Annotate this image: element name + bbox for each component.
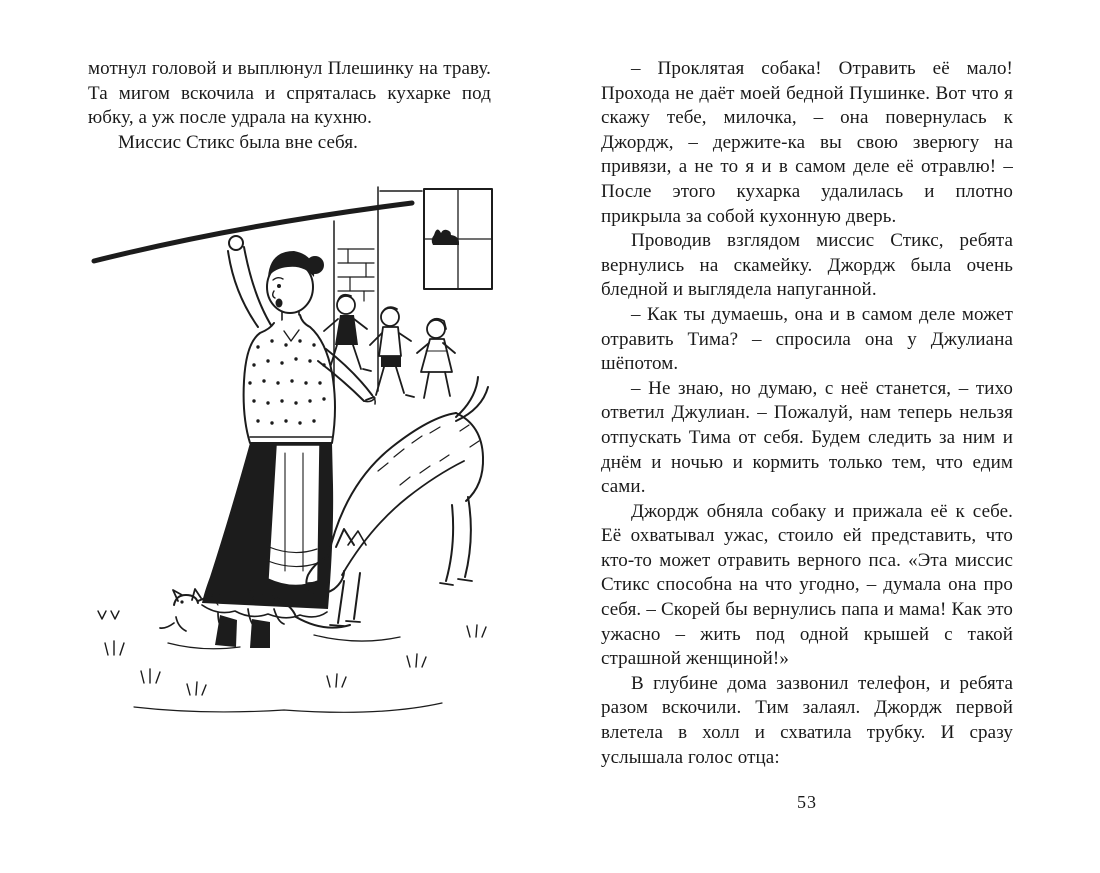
stick: [94, 203, 412, 261]
paragraph: Джордж обняла собаку и прижала её к себе. Её охватывал ужас, стоило ей представить, что кто-то может отравить верного пса. «Эта миссис Стикс способна на что угодно, – думала она про себя. – Скорей бы вернулись папа и мама! Как это ужасно – жить под одной крышей с такой страшной женщиной!»: [601, 500, 1013, 670]
illustration-canvas: [78, 185, 498, 720]
book-illustration: [78, 185, 498, 720]
page-number: 53: [797, 792, 817, 812]
paragraph: мотнул головой и выплюнул Плешинку на траву. Та мигом вскочила и спряталась кухарке под юбку, а уж после удрала на кухню.: [88, 58, 491, 129]
window-with-cat: [424, 189, 492, 289]
paragraph: – Как ты думаешь, она и в самом деле может отравить Тима? – спросила она у Джулиана шёпотом.: [601, 303, 1013, 375]
left-page: [88, 57, 491, 720]
paragraph: Миссис Стикс была вне себя.: [118, 131, 359, 153]
paragraph: – Проклятая собака! Отравить её мало! Прохода не даёт моей бедной Пушинке. Вот что я скажу тебе, милочка, – она повернулась к Джордж, – держите-ка вы свою зверюгу на привязи, а не то я и в самом деле её отравлю! – После этого кухарка удалилась и плотно прикрыла за собой кухонную дверь.: [601, 58, 1013, 227]
grass-ground: [98, 611, 486, 712]
paragraph: В глубине дома зазвонил телефон, и ребята разом вскочили. Тим залаял. Джордж первой влетела в холл и схватила трубку. И сразу услышала голос отца:: [601, 672, 1013, 768]
right-page: [601, 57, 1013, 770]
paragraph: Проводив взглядом миссис Стикс, ребята вернулись на скамейку. Джордж была очень бледной и выглядела напуганной.: [601, 230, 1013, 301]
paragraph: – Не знаю, но думаю, с неё станется, – тихо ответил Джулиан. – Пожалуй, нам теперь нельзя отпускать Тима от себя. Будем следить за ним и днём и ночью и кормить только тем, что едим сами.: [601, 377, 1013, 498]
background-wall: [334, 187, 422, 415]
cook-figure: [94, 203, 412, 648]
children-figures: [319, 295, 455, 400]
